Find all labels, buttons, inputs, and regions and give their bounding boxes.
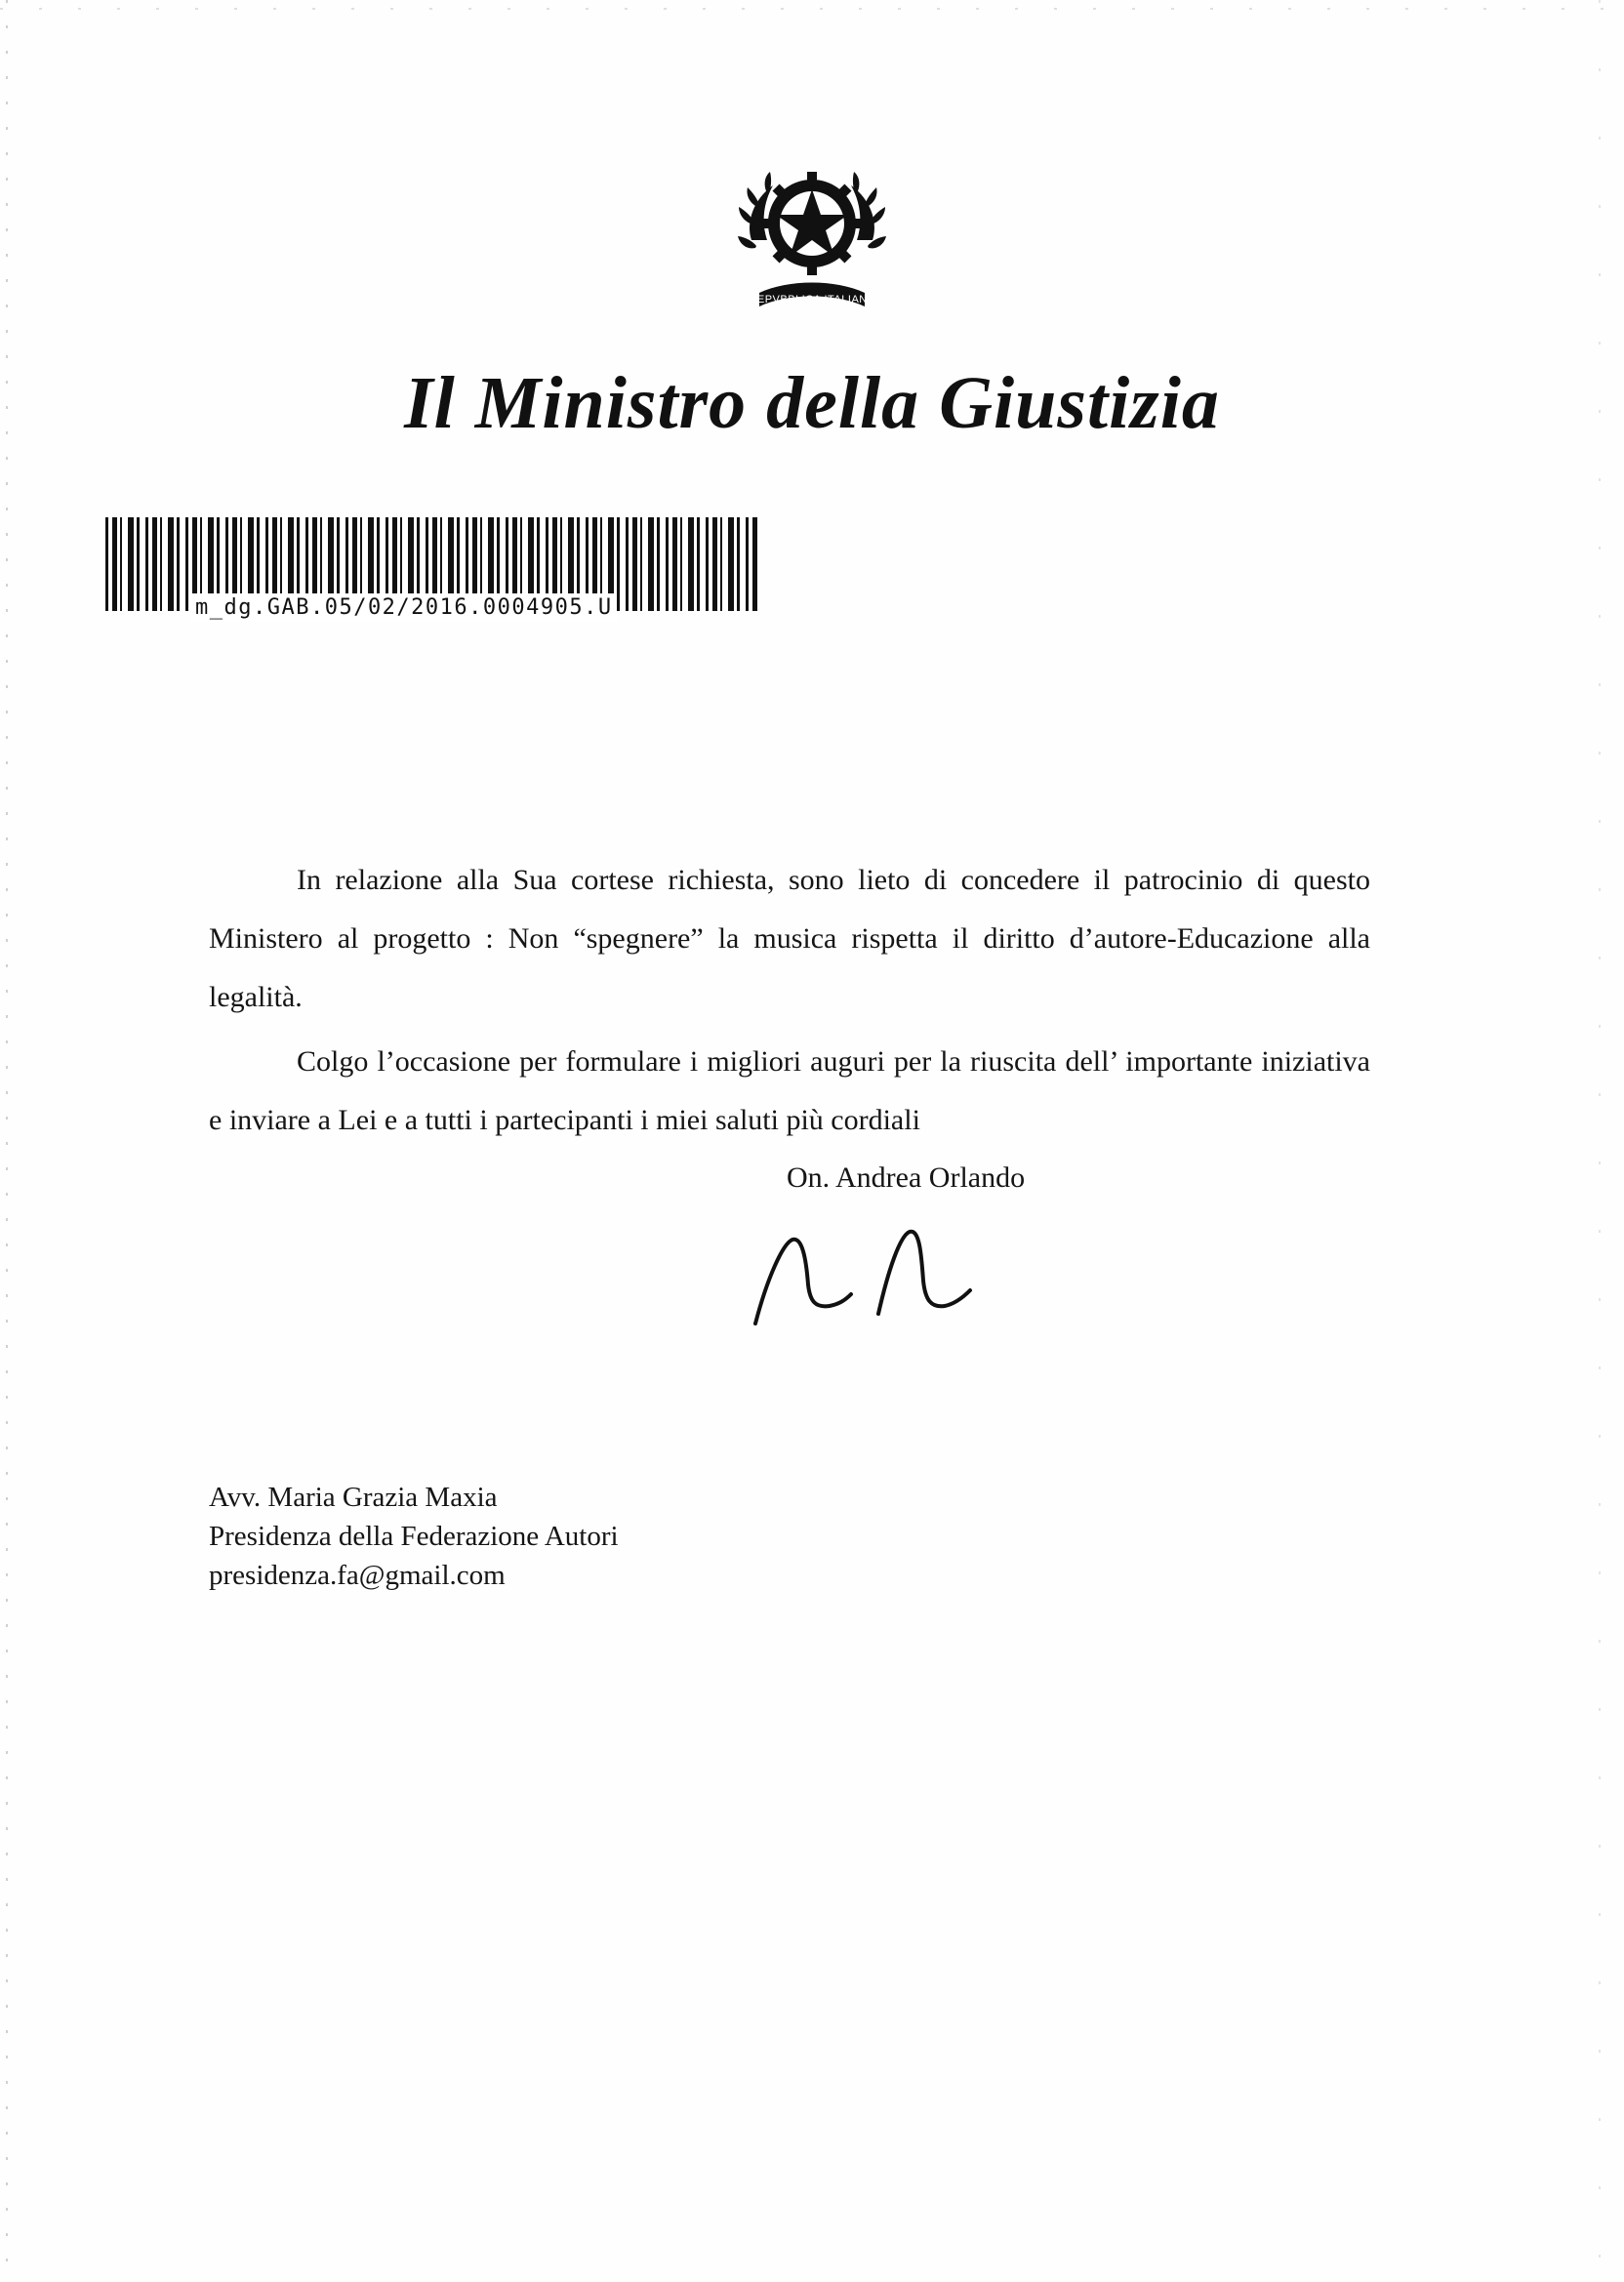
page-title: Il Ministro della Giustizia [404, 362, 1220, 444]
letter-body [209, 851, 1370, 1150]
svg-text:REPVBBLICA ITALIANA: REPVBBLICA ITALIANA [749, 294, 875, 306]
barcode [105, 517, 759, 620]
handwritten-signature-icon [742, 1210, 1035, 1337]
recipient-email: presidenza.fa@gmail.com [209, 1560, 506, 1591]
scan-artifact-left-edge [6, 0, 8, 2282]
recipient-organization: Presidenza della Federazione Autori [209, 1521, 619, 1552]
signer-name: On. Andrea Orlando [787, 1161, 1026, 1194]
scan-artifact-right-edge [1599, 0, 1601, 2282]
recipient-name: Avv. Maria Grazia Maxia [209, 1482, 498, 1513]
scan-artifact-top-edge [0, 8, 1624, 10]
barcode-label: m_dg.GAB.05/02/2016.0004905.U [191, 593, 617, 622]
body-paragraph-1: In relazione alla Sua cortese richiesta, sono lieto di concedere il patrocinio di questo Ministero al progetto : Non “spegnere” la musica rispetta il diritto d’autore-Educazione alla legalità. [209, 864, 1370, 1013]
body-paragraph-2: Colgo l’occasione per formulare i migliori auguri per la riuscita dell’ importante iniziativa e inviare a Lei e a tutti i partecipanti i miei saluti più cordiali [209, 1045, 1370, 1136]
italian-republic-emblem-icon [734, 146, 890, 332]
recipient-block [209, 1478, 619, 1595]
